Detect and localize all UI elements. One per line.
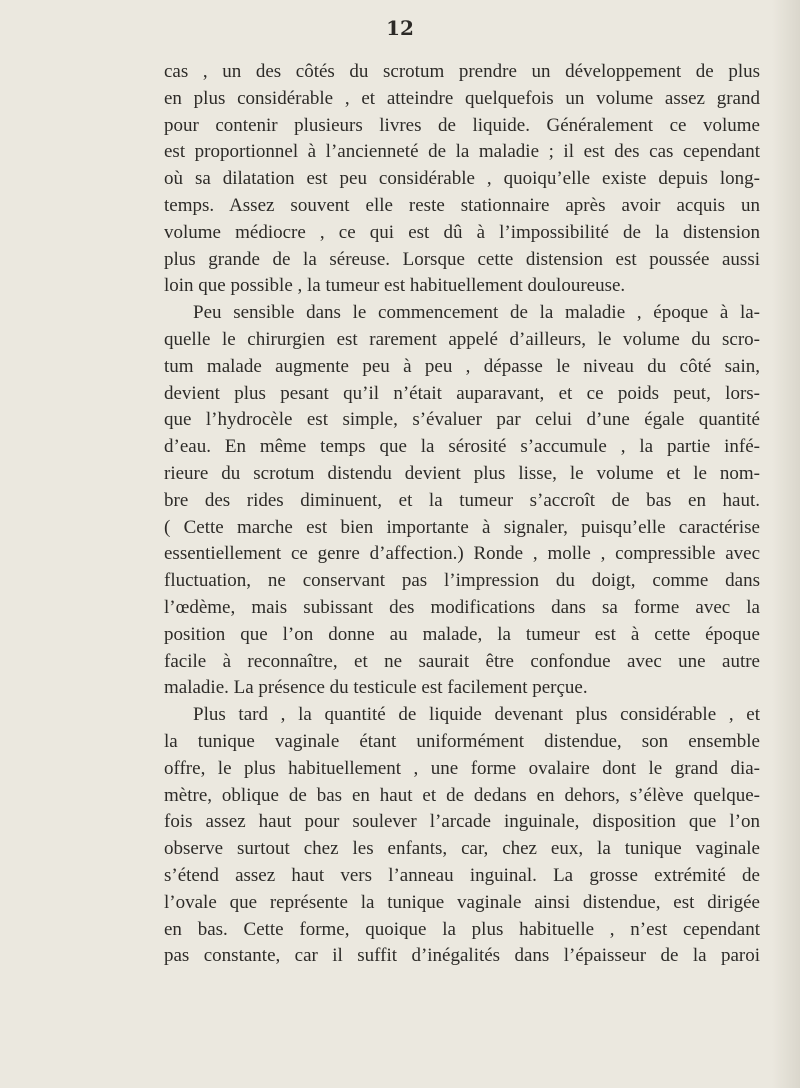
paragraph-start-line: Peu sensible dans le commencement de la maladie , époque à la-: [193, 302, 760, 324]
text-line: mètre, oblique de bas en haut et de dedans en dehors, s’élève quelque-: [164, 784, 760, 806]
text-line: bre des rides diminuent, et la tumeur s’accroît de bas en haut.: [164, 489, 760, 511]
text-line: volume médiocre , ce qui est dû à l’impossibilité de la distension: [164, 221, 760, 243]
text-line: pas constante, car il suffit d’inégalités dans l’épaisseur de la paroi: [164, 945, 760, 967]
text-line: facile à reconnaître, et ne saurait être confondue avec une autre: [164, 650, 760, 672]
text-line: ( Cette marche est bien importante à signaler, puisqu’elle caractérise: [164, 516, 760, 538]
text-line: plus grande de la séreuse. Lorsque cette distension est poussée aussi: [164, 248, 760, 270]
text-line: la tunique vaginale étant uniformément distendue, son ensemble: [164, 730, 760, 752]
paragraph-end-line: loin que possible , la tumeur est habituellement douloureuse.: [164, 275, 626, 297]
body-text: [164, 59, 760, 970]
text-line: observe surtout chez les enfants, car, chez eux, la tunique vaginale: [164, 838, 760, 860]
text-line: quelle le chirurgien est rarement appelé d’ailleurs, le volume du scro-: [164, 328, 760, 350]
text-line: position que l’on donne au malade, la tumeur est à cette époque: [164, 623, 760, 645]
text-line: fois assez haut pour soulever l’arcade inguinale, disposition que l’on: [164, 811, 760, 833]
paragraph-start-line: Plus tard , la quantité de liquide devenant plus considérable , et: [193, 704, 760, 726]
text-line: où sa dilatation est peu considérable , quoiqu’elle existe depuis long-: [164, 168, 760, 190]
text-line: s’étend assez haut vers l’anneau inguinal. La grosse extrémité de: [164, 864, 760, 886]
text-line: cas , un des côtés du scrotum prendre un développement de plus: [164, 61, 760, 82]
text-line: essentiellement ce genre d’affection.) Ronde , molle , compressible avec: [164, 543, 760, 565]
page-number: 12: [386, 16, 414, 40]
text-line: que l’hydrocèle est simple, s’évaluer par celui d’une égale quantité: [164, 409, 760, 431]
text-line: pour contenir plusieurs livres de liquide. Généralement ce volume: [164, 114, 760, 136]
paragraph-end-line: maladie. La présence du testicule est facilement perçue.: [164, 677, 588, 699]
text-line: rieure du scrotum distendu devient plus lisse, le volume et le nom-: [164, 462, 760, 484]
text-line: offre, le plus habituellement , une forme ovalaire dont le grand dia-: [164, 757, 760, 779]
text-line: l’œdème, mais subissant des modifications dans sa forme avec la: [164, 596, 760, 618]
text-line: est proportionnel à l’ancienneté de la maladie ; il est des cas cependant: [164, 141, 760, 163]
text-line: en plus considérable , et atteindre quelquefois un volume assez grand: [164, 87, 760, 109]
text-line: en bas. Cette forme, quoique la plus habituelle , n’est cependant: [164, 918, 760, 940]
text-line: temps. Assez souvent elle reste stationnaire après avoir acquis un: [164, 194, 760, 216]
page-edge-shadow: [772, 0, 800, 1088]
text-line: d’eau. En même temps que la sérosité s’accumule , la partie infé-: [164, 436, 760, 458]
text-line: tum malade augmente peu à peu , dépasse le niveau du côté sain,: [164, 355, 760, 377]
text-line: devient plus pesant qu’il n’était auparavant, et ce poids peut, lors-: [164, 382, 760, 404]
text-line: l’ovale que représente la tunique vaginale ainsi distendue, est dirigée: [164, 891, 760, 913]
text-line: fluctuation, ne conservant pas l’impression du doigt, comme dans: [164, 570, 760, 592]
